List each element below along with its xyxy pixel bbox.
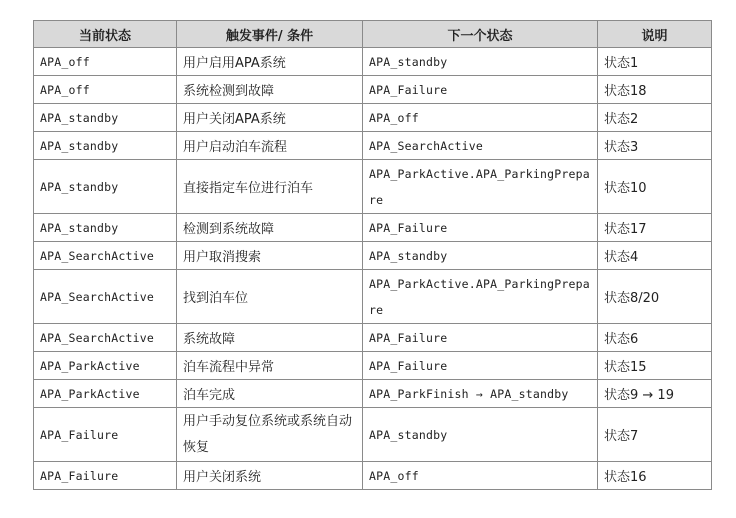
- cell-current-state: APA_standby: [34, 160, 177, 214]
- cell-next-state: APA_ParkFinish → APA_standby: [363, 380, 598, 408]
- header-current-state: 当前状态: [34, 21, 177, 48]
- cell-current-state: APA_Failure: [34, 408, 177, 462]
- cell-current-state: APA_off: [34, 76, 177, 104]
- table-row: [34, 352, 712, 380]
- cell-current-state: APA_standby: [34, 132, 177, 160]
- cell-current-state: APA_ParkActive: [34, 352, 177, 380]
- cell-current-state: APA_Failure: [34, 462, 177, 490]
- cell-next-state: APA_ParkActive.APA_ParkingPrepare: [363, 160, 598, 214]
- cell-next-state: APA_standby: [363, 242, 598, 270]
- cell-note: 状态17: [598, 214, 712, 242]
- cell-trigger: 检测到系统故障: [177, 214, 363, 242]
- cell-trigger: 用户关闭系统: [177, 462, 363, 490]
- table-row: [34, 270, 712, 324]
- cell-trigger: 用户启用APA系统: [177, 48, 363, 76]
- header-next-state: 下一个状态: [363, 21, 598, 48]
- cell-trigger: 泊车流程中异常: [177, 352, 363, 380]
- cell-note: 状态2: [598, 104, 712, 132]
- cell-current-state: APA_off: [34, 48, 177, 76]
- cell-trigger: 直接指定车位进行泊车: [177, 160, 363, 214]
- cell-next-state: APA_Failure: [363, 352, 598, 380]
- cell-current-state: APA_standby: [34, 104, 177, 132]
- cell-next-state: APA_Failure: [363, 76, 598, 104]
- state-transition-table: [33, 20, 712, 490]
- table-row: [34, 48, 712, 76]
- cell-note: 状态9 → 19: [598, 380, 712, 408]
- cell-note: 状态4: [598, 242, 712, 270]
- table-header-row: [34, 21, 712, 48]
- cell-note: 状态18: [598, 76, 712, 104]
- cell-trigger: 泊车完成: [177, 380, 363, 408]
- cell-current-state: APA_SearchActive: [34, 242, 177, 270]
- table-row: [34, 132, 712, 160]
- cell-current-state: APA_standby: [34, 214, 177, 242]
- cell-next-state: APA_standby: [363, 48, 598, 76]
- cell-note: 状态8/20: [598, 270, 712, 324]
- cell-trigger: 用户启动泊车流程: [177, 132, 363, 160]
- table-row: [34, 324, 712, 352]
- cell-trigger: 找到泊车位: [177, 270, 363, 324]
- cell-trigger: 用户关闭APA系统: [177, 104, 363, 132]
- header-trigger-condition: 触发事件/ 条件: [177, 21, 363, 48]
- cell-note: 状态1: [598, 48, 712, 76]
- cell-next-state: APA_off: [363, 104, 598, 132]
- header-description: 说明: [598, 21, 712, 48]
- cell-current-state: APA_ParkActive: [34, 380, 177, 408]
- table-row: [34, 408, 712, 462]
- cell-note: 状态7: [598, 408, 712, 462]
- cell-current-state: APA_SearchActive: [34, 324, 177, 352]
- cell-note: 状态6: [598, 324, 712, 352]
- table-row: [34, 380, 712, 408]
- cell-next-state: APA_Failure: [363, 214, 598, 242]
- table-row: [34, 214, 712, 242]
- cell-next-state: APA_ParkActive.APA_ParkingPrepare: [363, 270, 598, 324]
- cell-note: 状态15: [598, 352, 712, 380]
- cell-note: 状态10: [598, 160, 712, 214]
- table-row: [34, 242, 712, 270]
- cell-current-state: APA_SearchActive: [34, 270, 177, 324]
- table-row: [34, 104, 712, 132]
- table-row: [34, 76, 712, 104]
- table-row: [34, 160, 712, 214]
- cell-next-state: APA_off: [363, 462, 598, 490]
- cell-note: 状态16: [598, 462, 712, 490]
- cell-next-state: APA_Failure: [363, 324, 598, 352]
- cell-next-state: APA_standby: [363, 408, 598, 462]
- cell-next-state: APA_SearchActive: [363, 132, 598, 160]
- cell-trigger: 系统故障: [177, 324, 363, 352]
- table-row: [34, 462, 712, 490]
- cell-note: 状态3: [598, 132, 712, 160]
- cell-trigger: 系统检测到故障: [177, 76, 363, 104]
- cell-trigger: 用户手动复位系统或系统自动恢复: [177, 408, 363, 462]
- cell-trigger: 用户取消搜索: [177, 242, 363, 270]
